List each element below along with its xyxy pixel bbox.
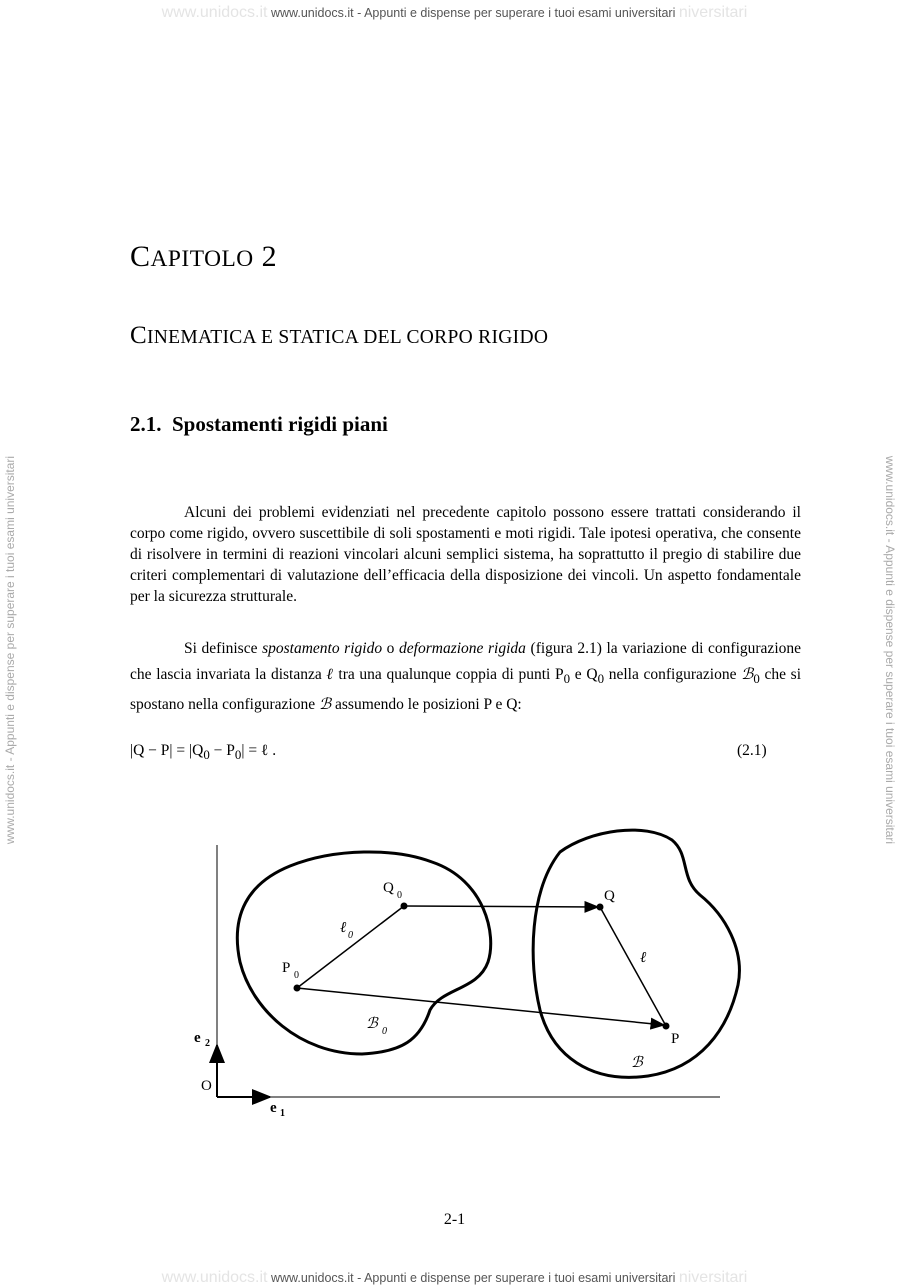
label-ell: ℓ xyxy=(640,950,647,966)
label-e1: e xyxy=(270,1100,277,1116)
point-p0 xyxy=(294,985,301,992)
segment-p0-q0 xyxy=(297,906,404,988)
watermark-banner-top: www.unidocs.it - Appunti e dispense per superare i tuoi esami universitari xyxy=(270,6,676,20)
p2-text-2: o xyxy=(382,640,400,657)
p2-sub-b0: 0 xyxy=(753,671,760,687)
arrow-q0-to-q xyxy=(404,906,598,907)
page-number: 2-1 xyxy=(443,1211,466,1228)
eq-part-b: − P xyxy=(209,742,235,759)
chapter-word: APITOLO xyxy=(150,246,254,272)
p2-config-b: ℬ xyxy=(318,696,332,714)
label-p: P xyxy=(671,1031,680,1047)
p2-emphasis-1: spostamento rigido xyxy=(262,640,383,657)
watermark-ghost-left: www.unidocs.it xyxy=(161,4,268,21)
chapter-first-letter: C xyxy=(130,240,151,273)
label-q0: Q xyxy=(383,880,394,896)
p2-emphasis-2: deformazione rigida xyxy=(399,640,526,657)
p2-text-3: (figura 2.1) la variazione di configurazione che lascia invariata la distanza xyxy=(130,640,802,683)
eq-part-c: | = ℓ . xyxy=(241,742,277,759)
label-ell0: ℓ xyxy=(340,920,347,936)
label-q0-sub: 0 xyxy=(397,890,402,901)
label-ell0-sub: 0 xyxy=(348,930,353,941)
p2-text-5: e Q xyxy=(570,666,598,683)
point-q0 xyxy=(401,903,408,910)
body-b-contour xyxy=(533,830,739,1077)
title-rest: INEMATICA E STATICA DEL CORPO RIGIDO xyxy=(146,327,549,348)
watermark-ghost-left-bottom: www.unidocs.it xyxy=(161,1269,268,1286)
p2-text-8: assumendo le posizioni P e Q: xyxy=(331,696,522,714)
eq-sub-p0: 0 xyxy=(234,747,242,763)
p2-sub-q0: 0 xyxy=(597,671,605,687)
watermark-right: www.unidocs.it - Appunti e dispense per superare i tuoi esami universitari xyxy=(883,455,897,845)
arrow-p0-to-p xyxy=(297,988,664,1025)
watermark-ghost-right-bottom: niversitari xyxy=(678,1269,748,1286)
p2-text-6: nella configurazione xyxy=(604,666,742,683)
watermark-banner-bottom: www.unidocs.it - Appunti e dispense per superare i tuoi esami universitari xyxy=(270,1271,676,1285)
label-b: ℬ xyxy=(631,1055,643,1071)
label-p0-sub: 0 xyxy=(294,970,299,981)
point-q xyxy=(597,904,604,911)
label-p0: P xyxy=(282,960,291,976)
eq-sub-q0: 0 xyxy=(203,747,210,763)
label-b0: ℬ xyxy=(366,1016,378,1032)
section-title: Spostamenti rigidi piani xyxy=(172,412,388,436)
title-first-letter: C xyxy=(130,322,147,349)
watermark-bottom xyxy=(0,1269,909,1287)
eq-part-a: |Q − P| = |Q xyxy=(130,742,204,759)
label-e2: e xyxy=(194,1030,201,1046)
p2-ell-symbol: ℓ xyxy=(326,666,334,683)
label-b0-sub: 0 xyxy=(382,1026,387,1037)
watermark-left: www.unidocs.it - Appunti e dispense per superare i tuoi esami universitari xyxy=(3,455,17,845)
section-number: 2.1. xyxy=(130,412,162,436)
point-p xyxy=(663,1023,670,1030)
equation-number: (2.1) xyxy=(737,742,767,759)
watermark-ghost-right: niversitari xyxy=(678,4,748,21)
label-e2-sub: 2 xyxy=(205,1038,210,1049)
p2-text-7: che si spostano nella configurazione xyxy=(130,666,802,714)
label-e1-sub: 1 xyxy=(280,1108,285,1119)
p2-config-b0: ℬ xyxy=(741,666,754,683)
p2-text-4: tra una qualunque coppia di punti P xyxy=(333,666,564,683)
paragraph-1-text: Alcuni dei problemi evidenziati nel precedente capitolo possono essere trattati considerando il corpo come rigido, ovvero suscettibile di soli spostamenti e moti rigidi. Tale ipotesi operativa, che consente di risolvere in termini di reazioni vincolari alcuni semplici sistema, ha soprattutto il pregio di stabilire due criteri complementari di valutazione dell’efficacia della disposizione dei vincoli. Un aspetto fondamentale per la sicurezza strutturale. xyxy=(130,504,801,605)
label-origin: O xyxy=(201,1078,212,1094)
label-q: Q xyxy=(604,888,615,904)
body-b0-contour xyxy=(237,852,490,1054)
segment-q-p xyxy=(600,907,666,1026)
p2-text-1: Si definisce xyxy=(184,640,263,657)
p2-sub-p0: 0 xyxy=(563,671,571,687)
chapter-number: 2 xyxy=(261,240,278,273)
